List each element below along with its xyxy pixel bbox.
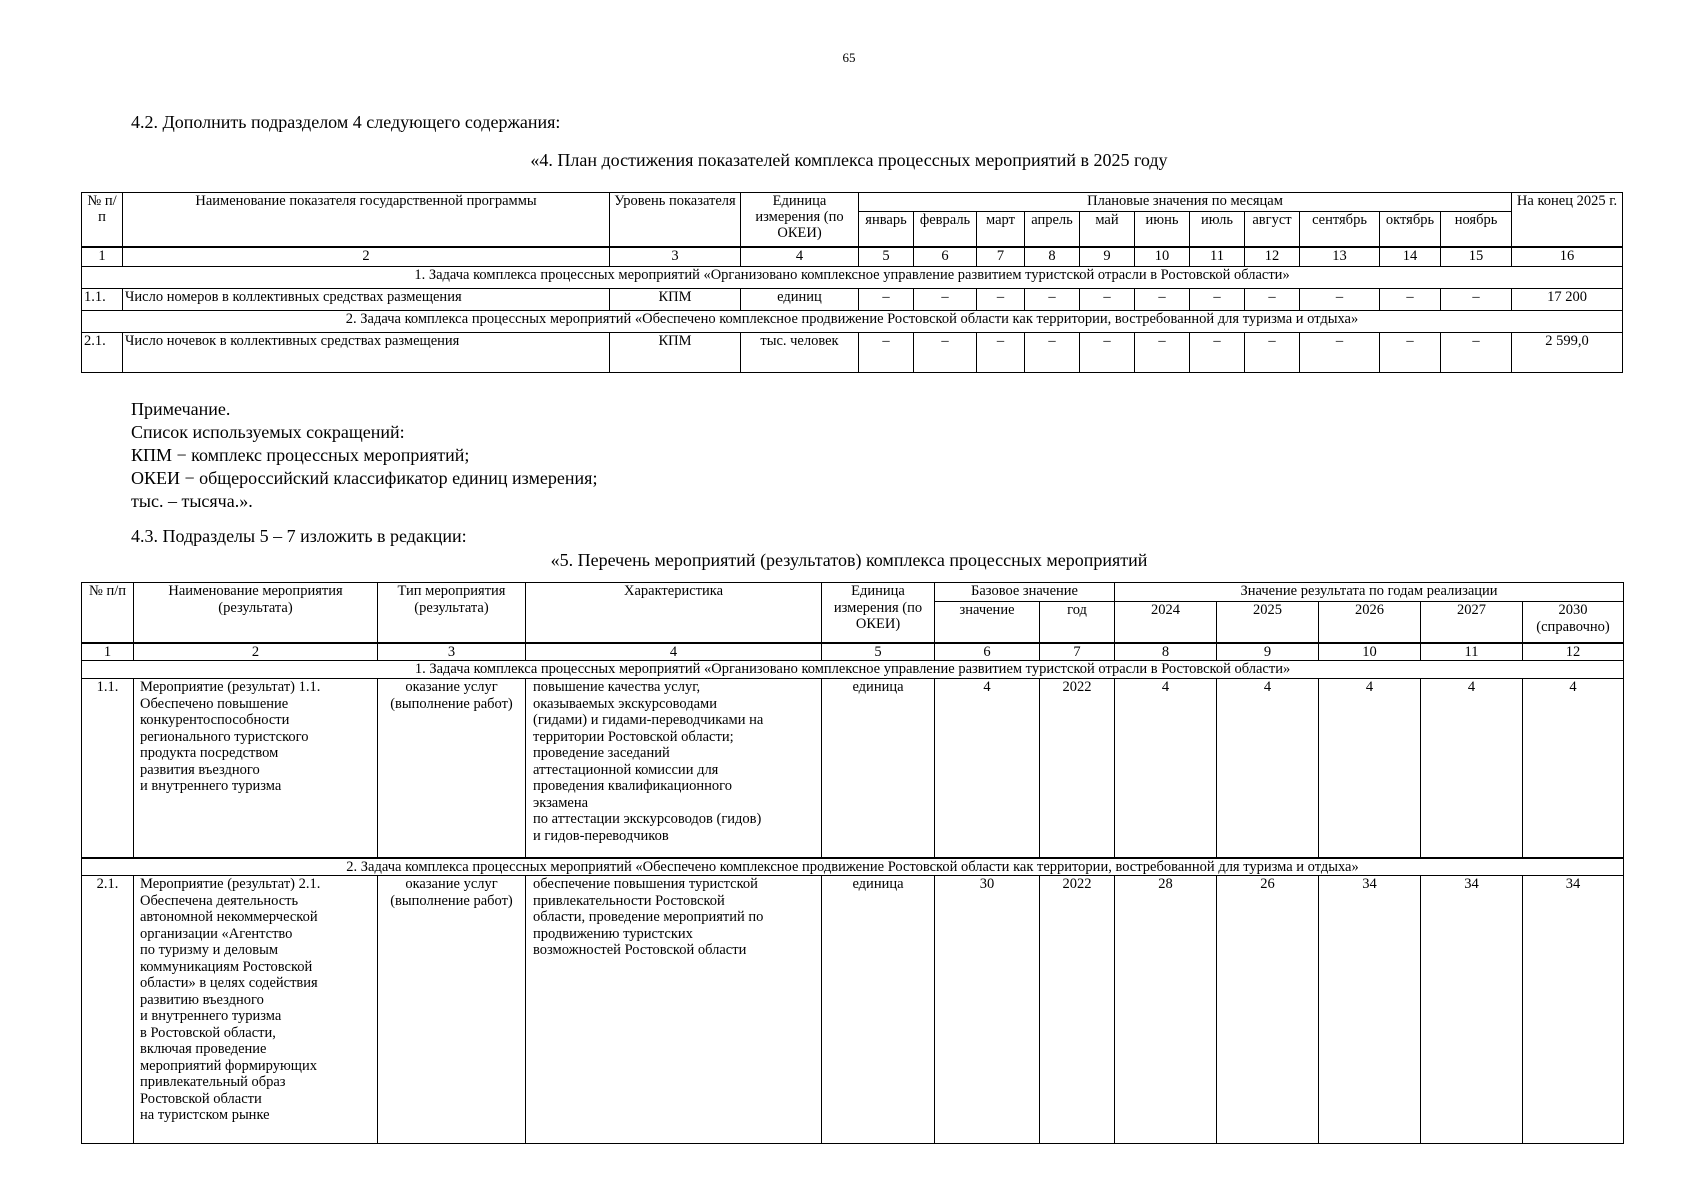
section-5-title: «5. Перечень мероприятий (результатов) комплекса процессных мероприятий (550, 550, 1148, 570)
header-level: Уровень показателя (610, 193, 741, 247)
end-of-year-value: 17 200 (1512, 289, 1623, 311)
header-year: 2027 (1421, 602, 1523, 643)
task-1-row: 1. Задача комплекса процессных мероприятий «Организовано комплексное управление развитием туристской отрасли в Ростовской области» (82, 267, 1623, 289)
month-value: – (1441, 289, 1512, 311)
month-value: – (1300, 289, 1380, 311)
header-characteristic: Характеристика (526, 583, 822, 643)
header-measure-name: Наименование мероприятия (результата) (134, 583, 378, 643)
month-value: – (859, 289, 914, 311)
header-month: июль (1190, 212, 1245, 247)
note-line: тыс. – тысяча.». (131, 491, 253, 511)
base-value: 30 (935, 876, 1040, 1144)
col-number: 5 (822, 643, 935, 661)
col-number: 6 (935, 643, 1040, 661)
paragraph-4-2: 4.2. Дополнить подразделом 4 следующего содержания: (131, 112, 561, 132)
note-line: КПМ − комплекс процессных мероприятий; (131, 445, 470, 465)
col-number: 11 (1190, 247, 1245, 267)
col-number: 9 (1080, 247, 1135, 267)
month-value: – (1380, 333, 1441, 373)
header-unit: Единица измерения (по ОКЕИ) (822, 583, 935, 643)
month-value: – (977, 333, 1025, 373)
measure-type: оказание услуг (выполнение работ) (378, 876, 526, 1144)
col-number: 2 (134, 643, 378, 661)
note-line: ОКЕИ − общероссийский классификатор единиц измерения; (131, 468, 598, 488)
month-value: – (914, 289, 977, 311)
month-value: – (1380, 289, 1441, 311)
indicators-plan-table (81, 192, 1623, 373)
col-number: 8 (1025, 247, 1080, 267)
measure-characteristic: повышение качества услуг, оказываемых экскурсоводами (гидами) и гидами-переводчиками на территории Ростовской области; проведение заседаний аттестационной комиссии для проведения квалификационного экзамена по аттестации экскурсоводов (гидов) и гидов-переводчиков (526, 679, 822, 858)
header-month: ноябрь (1441, 212, 1512, 247)
page-number: 65 (842, 50, 856, 65)
measures-list-table (81, 582, 1624, 1144)
year-value: 34 (1421, 876, 1523, 1144)
row-num: 1.1. (82, 289, 123, 311)
row-num: 1.1. (82, 679, 134, 858)
header-base-value-year: год (1040, 602, 1115, 643)
measure-unit: единица (822, 679, 935, 858)
month-value: – (1080, 333, 1135, 373)
col-number: 11 (1421, 643, 1523, 661)
base-year: 2022 (1040, 679, 1115, 858)
year-value: 4 (1217, 679, 1319, 858)
header-indicator-name: Наименование показателя государственной программы (123, 193, 610, 247)
measure-characteristic: обеспечение повышения туристской привлекательности Ростовской области, проведение мероприятий по продвижению туристских возможностей Ростовской области (526, 876, 822, 1144)
col-number: 7 (1040, 643, 1115, 661)
task-2-row: 2. Задача комплекса процессных мероприятий «Обеспечено комплексное продвижение Ростовской области как территории, востребованной для туризма и отдыха» (82, 858, 1624, 876)
header-month: январь (859, 212, 914, 247)
col-number: 14 (1380, 247, 1441, 267)
header-year: 2024 (1115, 602, 1217, 643)
indicator-unit: единиц (741, 289, 859, 311)
month-value: – (1245, 333, 1300, 373)
month-value: – (1300, 333, 1380, 373)
month-value: – (914, 333, 977, 373)
header-year: 2025 (1217, 602, 1319, 643)
month-value: – (1025, 333, 1080, 373)
row-num: 2.1. (82, 333, 123, 373)
task-2-row: 2. Задача комплекса процессных мероприятий «Обеспечено комплексное продвижение Ростовской области как территории, востребованной для туризма и отдыха» (82, 311, 1623, 333)
col-number: 8 (1115, 643, 1217, 661)
month-value: – (1025, 289, 1080, 311)
header-unit: Единица измерения (по ОКЕИ) (741, 193, 859, 247)
col-number: 2 (123, 247, 610, 267)
measure-name: Мероприятие (результат) 1.1. Обеспечено повышение конкурентоспособности регионального туристского продукта посредством развития въездного и внутреннего туризма (134, 679, 378, 858)
year-value: 4 (1421, 679, 1523, 858)
header-month: октябрь (1380, 212, 1441, 247)
indicator-name: Число номеров в коллективных средствах размещения (123, 289, 610, 311)
col-number: 5 (859, 247, 914, 267)
col-number: 1 (82, 643, 134, 661)
header-num: № п/п (82, 193, 123, 247)
header-month: июнь (1135, 212, 1190, 247)
year-value: 34 (1319, 876, 1421, 1144)
col-number: 7 (977, 247, 1025, 267)
month-value: – (1190, 289, 1245, 311)
month-value: – (1080, 289, 1135, 311)
note-line: Список используемых сокращений: (131, 422, 405, 442)
year-value: 28 (1115, 876, 1217, 1144)
header-result-values: Значение результата по годам реализации (1115, 583, 1624, 602)
header-month: апрель (1025, 212, 1080, 247)
month-value: – (1135, 333, 1190, 373)
col-number: 3 (610, 247, 741, 267)
header-year: 2030 (справочно) (1523, 602, 1624, 643)
year-value: 34 (1523, 876, 1624, 1144)
base-value: 4 (935, 679, 1040, 858)
header-base-value-value: значение (935, 602, 1040, 643)
col-number: 16 (1512, 247, 1623, 267)
year-value: 4 (1115, 679, 1217, 858)
year-value: 26 (1217, 876, 1319, 1144)
measure-type: оказание услуг (выполнение работ) (378, 679, 526, 858)
header-month: август (1245, 212, 1300, 247)
col-number: 12 (1523, 643, 1624, 661)
task-1-row: 1. Задача комплекса процессных мероприятий «Организовано комплексное управление развитием туристской отрасли в Ростовской области» (82, 661, 1624, 679)
col-number: 15 (1441, 247, 1512, 267)
header-year: 2026 (1319, 602, 1421, 643)
header-month: май (1080, 212, 1135, 247)
col-number: 9 (1217, 643, 1319, 661)
end-of-year-value: 2 599,0 (1512, 333, 1623, 373)
col-number: 13 (1300, 247, 1380, 267)
col-number: 3 (378, 643, 526, 661)
col-number: 12 (1245, 247, 1300, 267)
header-planned-values: Плановые значения по месяцам (859, 193, 1512, 212)
col-number: 1 (82, 247, 123, 267)
month-value: – (1245, 289, 1300, 311)
header-base-value: Базовое значение (935, 583, 1115, 602)
month-value: – (1135, 289, 1190, 311)
row-num: 2.1. (82, 876, 134, 1144)
abbreviations-note (131, 398, 597, 513)
month-value: – (977, 289, 1025, 311)
note-title: Примечание. (131, 399, 231, 419)
header-month: февраль (914, 212, 977, 247)
col-number: 4 (741, 247, 859, 267)
indicator-level: КПМ (610, 333, 741, 373)
year-value: 4 (1523, 679, 1624, 858)
paragraph-4-3: 4.3. Подразделы 5 – 7 изложить в редакции: (131, 526, 467, 546)
measure-unit: единица (822, 876, 935, 1144)
header-month: март (977, 212, 1025, 247)
col-number: 6 (914, 247, 977, 267)
indicator-level: КПМ (610, 289, 741, 311)
indicator-name: Число ночевок в коллективных средствах размещения (123, 333, 610, 373)
month-value: – (1441, 333, 1512, 373)
col-number: 10 (1135, 247, 1190, 267)
year-value: 4 (1319, 679, 1421, 858)
header-end-of-year: На конец 2025 г. (1512, 193, 1623, 247)
month-value: – (859, 333, 914, 373)
measure-name: Мероприятие (результат) 2.1. Обеспечена деятельность автономной некоммерческой организации «Агентство по туризму и деловым коммуникациям Ростовской области» в целях содействия развитию въездного и внутреннего туризма в Ростовской области, включая проведение мероприятий формирующих привлекательный образ Ростовской области на туристском рынке (134, 876, 378, 1144)
base-year: 2022 (1040, 876, 1115, 1144)
section-4-title: «4. План достижения показателей комплекса процессных мероприятий в 2025 году (530, 150, 1168, 170)
header-month: сентябрь (1300, 212, 1380, 247)
header-measure-type: Тип мероприятия (результата) (378, 583, 526, 643)
col-number: 4 (526, 643, 822, 661)
col-number: 10 (1319, 643, 1421, 661)
indicator-unit: тыс. человек (741, 333, 859, 373)
month-value: – (1190, 333, 1245, 373)
header-num: № п/п (82, 583, 134, 643)
